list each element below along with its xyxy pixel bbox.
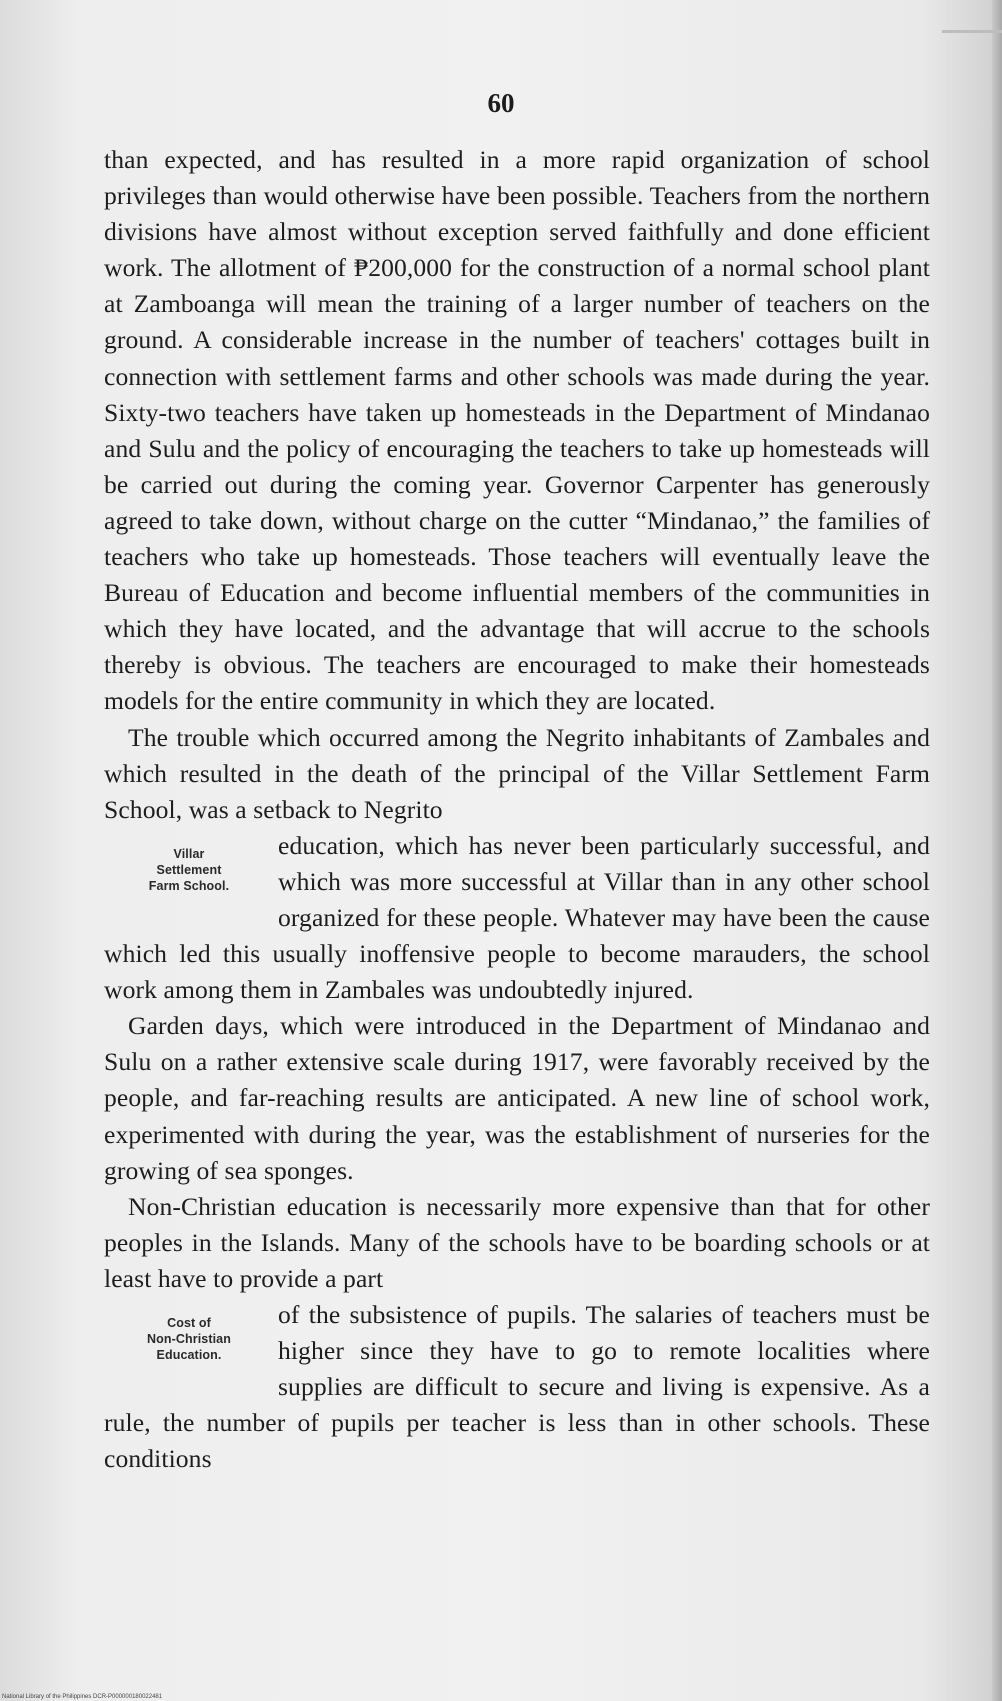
margin-note-line: Farm School.: [148, 878, 230, 893]
margin-note-line: Non-Christian: [147, 1332, 231, 1346]
margin-note-line: Villar: [173, 846, 205, 861]
margin-note-line: Education.: [156, 1348, 222, 1362]
scan-mark: [942, 30, 1002, 33]
cost-section: [104, 1297, 930, 1477]
paragraph-garden-days: Garden days, which were introduced in the Department of Mindanao and Sulu on a rather extensive scale during 1917, were favorably received by the people, and far-reaching results are anticipated. A new line of school work, experimented with during the year, was the establishment of nurseries for the growing of sea sponges.: [104, 1011, 930, 1185]
paragraph-negrito-education: education, which has never been particularly successful, and which was more successful at Villar than in any other school organized for these people. Whatever may have been the cause which led this usually inoffensive people to become marauders, the school work among them in Zambales was undoubtedly injured.: [104, 830, 930, 1005]
margin-note-line: Cost of: [167, 1316, 211, 1330]
margin-note-line: Settlement: [156, 862, 222, 877]
scan-footer: National Library of the Philippines DCR-P000000180022481: [2, 1694, 163, 1700]
paragraph-continued: than expected, and has resulted in a more rapid organization of school privileges than would otherwise have been possible. Teachers from the northern divisions have almost without exception served faithfully and done efficient work. The allotment of ₱200,000 for the construction of a normal school plant at Zamboanga will mean the training of a larger number of teachers on the ground. A considerable increase in the number of teachers' cottages built in connection with settlement farms and other schools was made during the year. Sixty-two teachers have taken up homesteads in the Department of Mindanao and Sulu and the policy of encouraging the teachers to take up homesteads will be carried out during the coming year. Governor Carpenter has generously agreed to take down, without charge on the cutter “Mindanao,” the families of teachers who take up homesteads. Those teachers will eventually leave the Bureau of Education and become influential members of the communities in which they have located, and the advantage that will accrue to the schools thereby is obvious. The teachers are encouraged to make their homesteads models for the entire community in which they are located.: [104, 145, 930, 716]
margin-note-villar: [104, 828, 274, 936]
paragraph-negrito-trouble: The trouble which occurred among the Negrito inhabitants of Zambales and which resulted in the death of the principal of the Villar Settlement Farm School, was a setback to Negrito: [104, 722, 930, 824]
margin-note-cost: [104, 1297, 274, 1405]
villar-section: [104, 828, 930, 1008]
body-text: [104, 142, 930, 1477]
paragraph-cost-conditions: of the subsistence of pupils. The salaries of teachers must be higher since they have to go to remote localities where supplies are difficult to secure and living is expensive. As a rule, the number of pupils per teacher is less than in other schools. These conditions: [104, 1300, 930, 1474]
paragraph-non-christian-education: Non-Christian education is necessarily more expensive than that for other peoples in the Islands. Many of the schools have to be boarding schools or at least have to provide a part: [104, 1191, 930, 1293]
page-edge-shadow: [992, 0, 1002, 1701]
page-number: 60: [487, 88, 515, 118]
